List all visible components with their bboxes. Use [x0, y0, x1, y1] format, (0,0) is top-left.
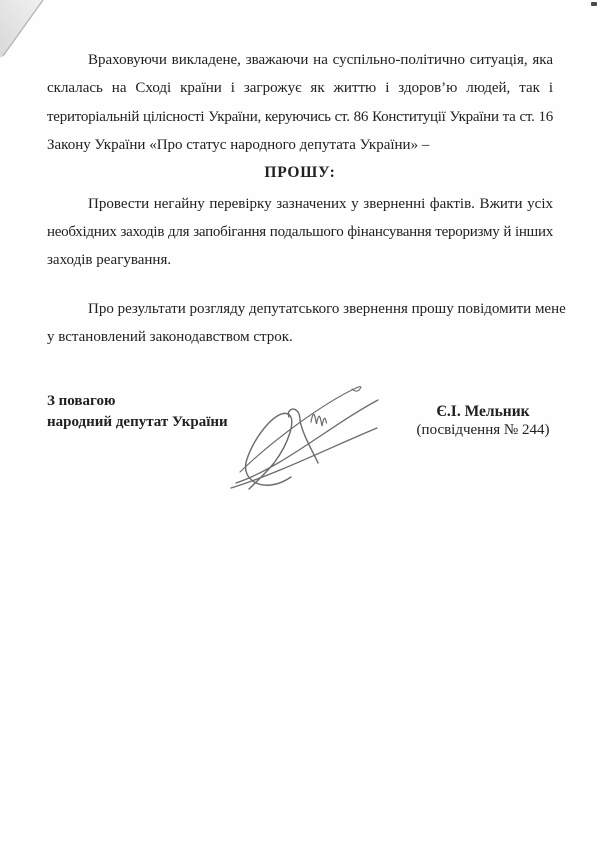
- paragraph-legal-basis: [47, 46, 553, 160]
- text-line: територіальній цілісності України, керуючись ст. 86 Конституції України та ст. 16: [47, 108, 553, 125]
- request-heading: ПРОШУ:: [264, 163, 336, 181]
- text-line: Закону України «Про статус народного депутата України» –: [47, 137, 430, 154]
- paragraph-notify: [47, 295, 566, 352]
- text-line: заходів реагування.: [47, 252, 172, 269]
- text-line: Враховуючи викладене, зважаючи на суспільно-політично ситуація, яка: [88, 52, 553, 68]
- text-line: необхідних заходів для запобігання подальшого фінансування тероризму й інших: [47, 224, 553, 241]
- handwritten-signature: [219, 377, 419, 499]
- signer-identity: [397, 402, 569, 440]
- paragraph-request: [47, 190, 553, 275]
- text-line: склалась на Сході країни і загрожує як життю і здоров’ю людей, так і: [47, 80, 553, 97]
- closing-line: З повагою: [47, 392, 116, 409]
- scan-speck-artifact: [591, 2, 597, 6]
- text-line: Про результати розгляду депутатського звернення прошу повідомити мене: [88, 300, 566, 317]
- signer-name: Є.І. Мельник: [436, 402, 530, 420]
- page-corner-fold-artifact: [0, 0, 60, 70]
- signature-block: [47, 391, 553, 521]
- closing-line: народний депутат України: [47, 413, 228, 430]
- text-line: Провести негайну перевірку зазначених у зверненні фактів. Вжити усіх: [88, 195, 553, 212]
- signer-credential: (посвідчення № 244): [416, 421, 550, 438]
- text-line: у встановлений законодавством строк.: [47, 329, 293, 346]
- letter-body: [47, 46, 566, 521]
